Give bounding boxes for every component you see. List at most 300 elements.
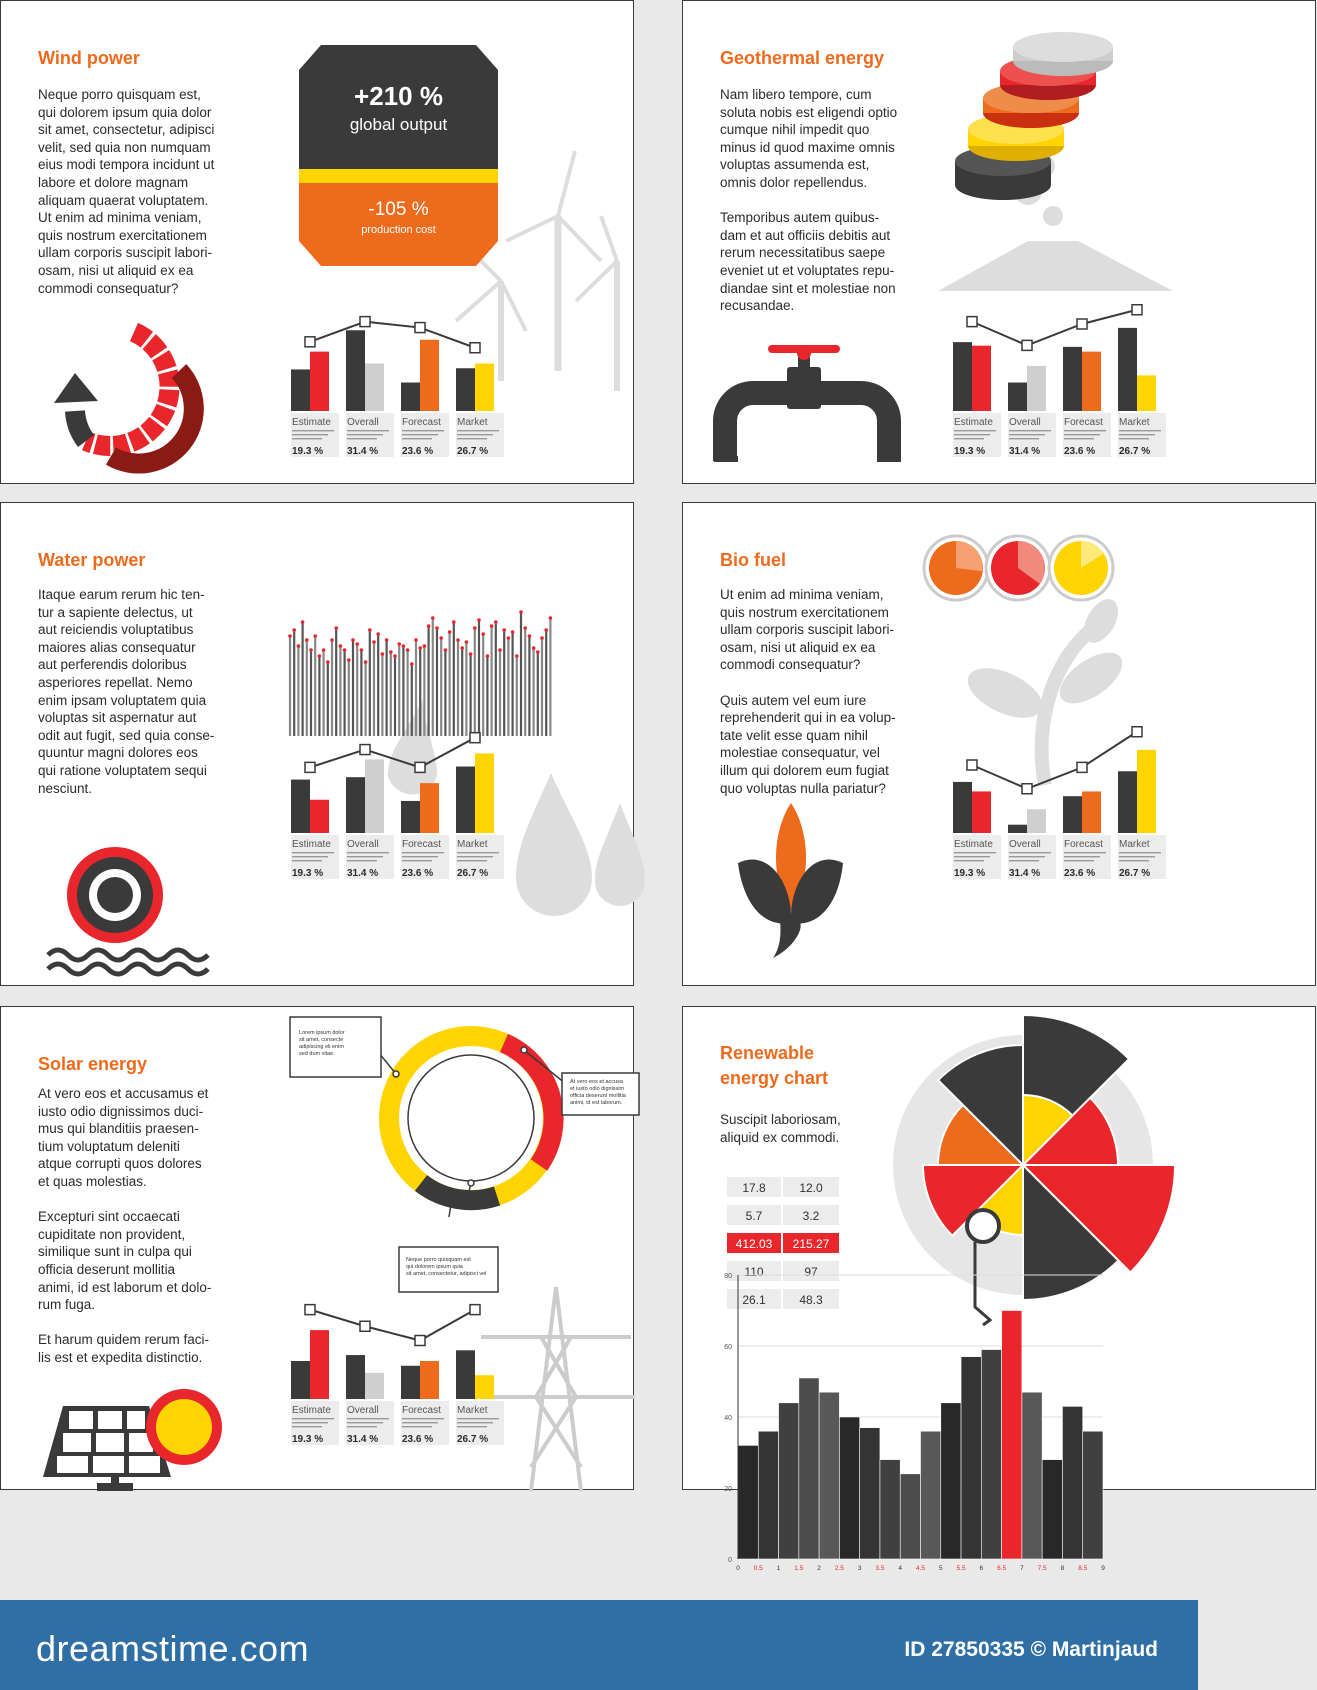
- stick-dot: [498, 648, 502, 652]
- bar-series-1: [1063, 796, 1082, 833]
- bar-series-2: [365, 364, 384, 412]
- stick-dot: [549, 616, 553, 620]
- stick-dot: [473, 626, 477, 630]
- stick-dot: [397, 642, 401, 646]
- area-bar: [819, 1392, 839, 1559]
- footer-bar: [0, 1600, 1198, 1690]
- panel-title: Renewable energy chart: [720, 1043, 829, 1088]
- label-lines: [402, 434, 438, 435]
- label-lines: [1119, 852, 1161, 853]
- x-tick-label: 0: [736, 1565, 740, 1572]
- label-lines: [1009, 438, 1039, 439]
- stick-dot: [427, 624, 431, 628]
- label-lines: [1064, 852, 1106, 853]
- data-table: [727, 1177, 839, 1309]
- label-lines: [347, 1418, 389, 1419]
- area-bar: [1022, 1392, 1042, 1559]
- label-lines: [1009, 856, 1045, 857]
- stick-dot: [368, 628, 372, 632]
- bar-series-1: [401, 801, 420, 833]
- stick-dot: [292, 628, 296, 632]
- trend-point: [415, 762, 425, 772]
- panel-body: Nam libero tempore, cum soluta nobis est eligendi optio cumque nihil impedit quo minus id quod maxime omnis voluptas assumenda est, omnis dolor repellendus. Temporibus autem quibus- dam et aut officiis debitis aut rerum necessitatibus saepe eveniet ut et voluptates repu- diandae sint et molestiae non recusandae.: [720, 87, 898, 314]
- stick-dot: [511, 630, 515, 634]
- bio-graphics: [683, 503, 1317, 987]
- label-lines: [402, 860, 432, 861]
- stick-dot: [372, 640, 376, 644]
- trend-point: [1022, 340, 1032, 350]
- trend-point: [360, 1321, 370, 1331]
- bar-series-2: [310, 1330, 329, 1399]
- percent-label: 23.6 %: [402, 446, 434, 457]
- bar-series-1: [346, 1355, 365, 1399]
- stick-dot: [515, 654, 519, 658]
- label-lines: [292, 434, 328, 435]
- stick-dot: [532, 646, 536, 650]
- stick-dot: [351, 638, 355, 642]
- label-lines: [1009, 430, 1051, 431]
- label-lines: [292, 1426, 322, 1427]
- panel-water: [0, 502, 634, 986]
- category-label: Forecast: [1064, 417, 1103, 428]
- area-bar: [1002, 1311, 1022, 1560]
- category-label: Market: [1119, 839, 1150, 850]
- panel-body: Suscipit laboriosam, aliquid ex commodi.: [720, 1112, 841, 1145]
- percent-label: 31.4 %: [1009, 868, 1041, 879]
- table-value: 48.3: [799, 1293, 823, 1307]
- area-bar-chart: [724, 1273, 1105, 1572]
- table-value: 17.8: [742, 1181, 766, 1195]
- category-label: Market: [457, 1405, 488, 1416]
- percent-label: 23.6 %: [1064, 868, 1096, 879]
- pie-charts: [924, 536, 1113, 600]
- bar-series-2: [420, 340, 439, 411]
- label-lines: [402, 1418, 444, 1419]
- panel-title: Wind power: [38, 48, 140, 68]
- mini-chart: [953, 305, 1166, 457]
- label-lines: [1119, 438, 1149, 439]
- stick-dot: [481, 632, 485, 636]
- stick-dot: [523, 626, 527, 630]
- x-tick-label: 4.5: [915, 1565, 926, 1572]
- bar-series-2: [310, 800, 329, 833]
- label-lines: [1064, 860, 1094, 861]
- percent-label: 19.3 %: [292, 446, 324, 457]
- stick-dot: [439, 636, 443, 640]
- bar-series-1: [291, 369, 310, 411]
- stick-dot: [313, 634, 317, 638]
- bar-series-1: [1118, 328, 1137, 411]
- trend-line: [972, 310, 1137, 346]
- badge-bottom-value: -105 %: [368, 199, 429, 220]
- label-lines: [457, 1418, 499, 1419]
- trend-point: [1077, 762, 1087, 772]
- x-tick-label: 2: [817, 1565, 821, 1572]
- x-tick-label: 1.5: [794, 1565, 804, 1572]
- panel-renewable: [682, 1006, 1316, 1572]
- trend-line: [310, 1310, 475, 1341]
- x-tick-label: 9: [1101, 1565, 1105, 1572]
- label-lines: [292, 438, 322, 439]
- x-tick-label: 6: [979, 1565, 984, 1572]
- stick-dot: [465, 640, 469, 644]
- label-lines: [1009, 434, 1045, 435]
- mini-chart: [291, 317, 504, 457]
- stick-dot: [540, 636, 544, 640]
- label-lines: [292, 856, 328, 857]
- category-label: Estimate: [954, 839, 993, 850]
- bar-series-2: [1082, 352, 1101, 411]
- bar-series-1: [1008, 383, 1027, 412]
- area-bar: [758, 1431, 778, 1559]
- percent-label: 26.7 %: [457, 446, 489, 457]
- stick-dot: [435, 626, 439, 630]
- geo-graphics: [683, 1, 1317, 485]
- x-tick-label: 1: [776, 1565, 781, 1572]
- label-lines: [954, 438, 984, 439]
- water-wheel-icon: [48, 847, 208, 974]
- stick-dot: [389, 650, 393, 654]
- category-label: Overall: [347, 1405, 379, 1416]
- panel-body: Neque porro quisquam est, qui dolorem ipsum quia dolor sit amet, consectetur, adipisci velit, sed quia non numquam eius modi tempora incidunt ut labore et dolore magnam aliquam quaerat voluptatem. Ut enim ad minima veniam, quis nostrum exercitationem ullam corporis suscipit labori- osam, nisi ut aliquid ex ea commodi consequatur?: [38, 87, 215, 296]
- bar-series-1: [346, 330, 365, 411]
- label-lines: [1064, 438, 1094, 439]
- percent-label: 26.7 %: [1119, 868, 1151, 879]
- stick-dot: [288, 634, 292, 638]
- panel-geothermal: [682, 0, 1316, 484]
- stick-dot: [536, 650, 540, 654]
- label-lines: [954, 860, 984, 861]
- label-lines: [402, 1426, 432, 1427]
- mini-chart: [291, 1305, 504, 1445]
- bar-series-1: [456, 368, 475, 411]
- bar-series-2: [365, 759, 384, 833]
- renew-graphics: [683, 1007, 1317, 1572]
- connector-node: [967, 1210, 999, 1242]
- stick-dot: [339, 644, 343, 648]
- category-label: Overall: [347, 839, 379, 850]
- label-lines: [457, 1422, 493, 1423]
- label-lines: [1119, 856, 1155, 857]
- bar-series-1: [953, 782, 972, 833]
- corn-icon: [738, 803, 843, 958]
- percent-label: 31.4 %: [347, 1434, 379, 1445]
- label-lines: [402, 438, 432, 439]
- percent-label: 26.7 %: [457, 1434, 489, 1445]
- panel-title: Water power: [38, 550, 146, 570]
- power-pylon-icon: [471, 1287, 635, 1491]
- stick-dot: [360, 648, 364, 652]
- solar-graphics: [1, 1007, 635, 1491]
- area-bar: [799, 1378, 819, 1559]
- label-lines: [402, 852, 444, 853]
- sun-icon: [146, 1389, 222, 1465]
- panel-title: Geothermal energy: [720, 48, 885, 68]
- area-bar: [900, 1474, 920, 1559]
- label-lines: [292, 1418, 334, 1419]
- trend-point: [415, 1336, 425, 1346]
- area-bar: [779, 1403, 799, 1559]
- trend-point: [305, 1305, 315, 1315]
- percent-label: 26.7 %: [457, 868, 489, 879]
- bar-series-1: [291, 780, 310, 833]
- category-label: Estimate: [292, 839, 331, 850]
- label-lines: [347, 852, 389, 853]
- x-tick-label: 3.5: [875, 1565, 885, 1572]
- stick-dot: [376, 632, 380, 636]
- label-lines: [1119, 430, 1161, 431]
- label-lines: [292, 430, 334, 431]
- x-tick-label: 8.5: [1078, 1565, 1088, 1572]
- stick-dot: [343, 648, 347, 652]
- cycle-arrow-icon: [54, 332, 194, 464]
- panel-solar: [0, 1006, 634, 1490]
- x-tick-label: 2.5: [834, 1565, 844, 1572]
- bar-series-1: [1008, 825, 1027, 833]
- percent-label: 19.3 %: [292, 868, 324, 879]
- stick-dot: [469, 652, 473, 656]
- badge-top-value: +210 %: [354, 81, 443, 111]
- label-lines: [457, 438, 487, 439]
- trend-point: [360, 745, 370, 755]
- mini-chart: [953, 727, 1166, 879]
- x-tick-label: 7.5: [1037, 1565, 1047, 1572]
- stick-dot: [486, 654, 490, 658]
- label-lines: [347, 430, 389, 431]
- panel-title: Solar energy: [38, 1054, 148, 1074]
- x-tick-label: 7: [1020, 1565, 1024, 1572]
- bar-series-2: [475, 1375, 494, 1399]
- x-tick-label: 0.5: [753, 1565, 763, 1572]
- panel-wind: [0, 0, 634, 484]
- stick-dot: [326, 660, 330, 664]
- bar-series-1: [456, 767, 475, 834]
- water-bar-chart: [288, 610, 552, 736]
- stick-dot: [410, 662, 414, 666]
- label-lines: [1009, 860, 1039, 861]
- y-tick-label: 60: [724, 1344, 732, 1351]
- table-value: 97: [804, 1265, 818, 1279]
- stick-dot: [402, 644, 406, 648]
- panel-title: Bio fuel: [720, 550, 786, 570]
- trend-point: [415, 323, 425, 333]
- area-bar: [880, 1460, 900, 1559]
- trend-line: [972, 732, 1137, 789]
- area-bar: [738, 1445, 758, 1559]
- bar-series-1: [953, 342, 972, 411]
- x-tick-label: 4: [898, 1565, 903, 1572]
- stick-dot: [309, 648, 313, 652]
- trend-point: [1022, 784, 1032, 794]
- bar-series-2: [365, 1373, 384, 1399]
- label-lines: [292, 1422, 328, 1423]
- area-bar: [1042, 1460, 1062, 1559]
- y-tick-label: 0: [728, 1557, 732, 1564]
- bar-series-2: [972, 791, 991, 833]
- trend-point: [967, 760, 977, 770]
- area-bar: [860, 1428, 880, 1559]
- bar-series-2: [420, 1361, 439, 1399]
- label-lines: [1064, 856, 1100, 857]
- stick-dot: [301, 620, 305, 624]
- stick-dot: [544, 628, 548, 632]
- area-bar: [839, 1417, 859, 1559]
- y-tick-label: 20: [724, 1486, 732, 1493]
- bar-series-2: [1137, 750, 1156, 833]
- stick-dot: [494, 620, 498, 624]
- x-tick-label: 5.5: [956, 1565, 966, 1572]
- label-lines: [457, 1426, 487, 1427]
- table-value: 110: [744, 1265, 764, 1279]
- label-lines: [347, 856, 383, 857]
- category-label: Market: [457, 839, 488, 850]
- label-lines: [292, 860, 322, 861]
- percent-label: 31.4 %: [1009, 446, 1041, 457]
- trend-point: [470, 1305, 480, 1315]
- label-lines: [954, 852, 996, 853]
- category-label: Estimate: [292, 417, 331, 428]
- stick-dot: [528, 634, 532, 638]
- stick-dot: [364, 660, 368, 664]
- stick-dot: [322, 648, 326, 652]
- percent-label: 23.6 %: [402, 868, 434, 879]
- x-tick-label: 5: [938, 1565, 943, 1572]
- bar-series-1: [291, 1361, 310, 1399]
- badge-top-label: global output: [349, 115, 448, 134]
- panel-body: Ut enim ad minima veniam, quis nostrum exercitationem ullam corporis suscipit labori- osam, nisi ut aliquid ex ea commodi consequatur? Quis autem vel eum iure reprehenderit qui in ea volup- tate velit esse quam nihil molestiae consequatur, vel illum qui dolorem eum fugiat quo voluptas nulla pariatur?: [720, 587, 896, 796]
- stick-dot: [519, 610, 523, 614]
- category-label: Overall: [1009, 417, 1041, 428]
- trend-point: [305, 337, 315, 347]
- callout-3: Neque porro quisquam est qui dolorem ipsum quia sit amet, consectetur, adipisci vel: [406, 1257, 487, 1277]
- x-tick-label: 3: [857, 1565, 862, 1572]
- label-lines: [457, 430, 499, 431]
- bar-series-2: [1082, 791, 1101, 833]
- panel-body: At vero eos et accusamus et iusto odio dignissimos duci- mus qui blanditiis praesen- tium voluptatum deleniti atque corrupti quos dolores et quas molestias. Excepturi sint occaecati cupiditate non provident, similique sunt in culpa qui officia deserunt mollitia animi, id est laborum et dolo- rum fuga. Et harum quidem rerum faci- lis est et expedita distinctio.: [38, 1086, 212, 1365]
- bar-series-2: [310, 352, 329, 411]
- bar-series-2: [475, 753, 494, 833]
- table-value: 215.27: [792, 1237, 830, 1251]
- percent-label: 19.3 %: [954, 446, 986, 457]
- label-lines: [457, 860, 487, 861]
- stick-dot: [381, 652, 385, 656]
- bar-series-1: [401, 1366, 420, 1399]
- bar-series-1: [1063, 347, 1082, 411]
- trend-line: [310, 322, 475, 348]
- stick-dot: [330, 638, 334, 642]
- stick-dot: [502, 628, 506, 632]
- category-label: Forecast: [402, 417, 441, 428]
- stick-dot: [393, 654, 397, 658]
- bar-series-2: [1027, 809, 1046, 833]
- bar-series-2: [972, 346, 991, 411]
- stick-dot: [318, 654, 322, 658]
- table-value: 5.7: [745, 1209, 763, 1223]
- panel-biofuel: [682, 502, 1316, 986]
- label-lines: [457, 852, 499, 853]
- label-lines: [1009, 852, 1051, 853]
- label-lines: [292, 852, 334, 853]
- trend-point: [305, 762, 315, 772]
- label-lines: [954, 856, 990, 857]
- category-label: Forecast: [402, 839, 441, 850]
- category-label: Overall: [1009, 839, 1041, 850]
- y-tick-label: 80: [724, 1273, 732, 1280]
- stick-dot: [355, 642, 359, 646]
- stick-dot: [477, 618, 481, 622]
- label-lines: [457, 856, 493, 857]
- bar-series-1: [456, 1350, 475, 1399]
- heat-layers-icon: [955, 32, 1113, 200]
- area-bar: [961, 1357, 981, 1559]
- label-lines: [402, 856, 438, 857]
- stick-dot: [452, 620, 456, 624]
- category-label: Forecast: [1064, 839, 1103, 850]
- trend-point: [1132, 305, 1142, 315]
- bar-series-1: [346, 777, 365, 833]
- bar-series-2: [1027, 366, 1046, 411]
- label-lines: [1064, 430, 1106, 431]
- area-bar: [1083, 1431, 1103, 1559]
- label-lines: [347, 860, 377, 861]
- callout-2: At vero eos et accusa et iusto odio dignissim officia deserunt mollitia animi, id est laborum.: [570, 1079, 626, 1106]
- bar-series-2: [475, 364, 494, 412]
- stick-dot: [418, 646, 422, 650]
- category-label: Estimate: [292, 1405, 331, 1416]
- rose-chart: [893, 1015, 1175, 1325]
- badge-bottom-label: production cost: [361, 224, 436, 236]
- trend-point: [1132, 727, 1142, 737]
- category-label: Market: [457, 417, 488, 428]
- stick-dot: [297, 644, 301, 648]
- stick-dot: [460, 646, 464, 650]
- category-label: Forecast: [402, 1405, 441, 1416]
- table-value: 26.1: [742, 1293, 766, 1307]
- x-tick-label: 8: [1060, 1565, 1065, 1572]
- stick-dot: [334, 626, 338, 630]
- category-label: Market: [1119, 417, 1150, 428]
- percent-label: 31.4 %: [347, 868, 379, 879]
- label-lines: [347, 434, 383, 435]
- trend-point: [1077, 319, 1087, 329]
- table-value: 3.2: [802, 1209, 820, 1223]
- stick-dot: [385, 638, 389, 642]
- label-lines: [347, 1426, 377, 1427]
- percent-label: 26.7 %: [1119, 446, 1151, 457]
- table-value: 12.0: [799, 1181, 823, 1195]
- panel-body: Itaque earum rerum hic ten- tur a sapiente delectus, ut aut reiciendis voluptatibus maiores alias consequatur aut perferendis doloribus asperiores repellat. Nemo enim ipsam voluptatem quia voluptas sit aspernatur aut odit aut fugit, sed quia conse- quuntur magni dolores eos qui ratione voluptatem sequi nesciunt.: [38, 587, 215, 796]
- x-tick-label: 6.5: [997, 1565, 1007, 1572]
- label-lines: [402, 1422, 438, 1423]
- solar-donut: [381, 1036, 554, 1200]
- stick-dot: [305, 638, 309, 642]
- y-tick-label: 40: [724, 1415, 732, 1422]
- stick-dot: [490, 624, 494, 628]
- category-label: Estimate: [954, 417, 993, 428]
- label-lines: [1119, 434, 1155, 435]
- stick-dot: [347, 658, 351, 662]
- stick-dot: [448, 630, 452, 634]
- stick-dot: [444, 648, 448, 652]
- area-bar: [921, 1431, 941, 1559]
- percent-label: 19.3 %: [292, 1434, 324, 1445]
- trend-point: [470, 733, 480, 743]
- water-graphics: [1, 503, 635, 987]
- plant-icon: [960, 593, 1131, 785]
- label-lines: [347, 438, 377, 439]
- label-lines: [402, 430, 444, 431]
- bar-series-1: [1118, 771, 1137, 833]
